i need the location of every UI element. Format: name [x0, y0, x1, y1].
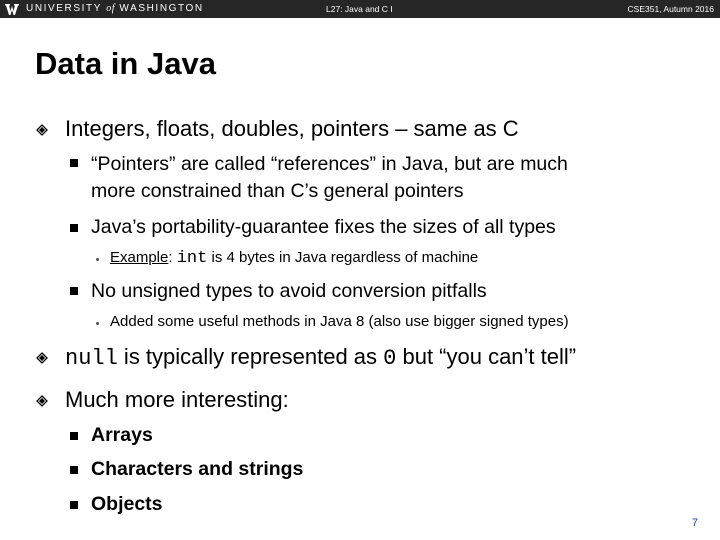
square-bullet-icon [70, 224, 78, 232]
page-number: 7 [691, 517, 698, 529]
square-bullet-icon [70, 287, 78, 295]
slide-title: Data in Java [35, 46, 216, 81]
course-label: CSE351, Autumn 2016 [627, 4, 714, 14]
bullet-no-unsigned-types: No unsigned types to avoid conversion pitfalls [91, 280, 487, 302]
dot-bullet-icon [96, 258, 99, 261]
bullet-portability-guarantee: Java’s portability-guarantee fixes the sizes of all types [91, 216, 556, 238]
square-bullet-icon [70, 159, 78, 167]
diamond-bullet-icon [36, 395, 48, 407]
bullet-null-representation: null is typically represented as 0 but “you can’t tell” [65, 344, 577, 371]
bullet-pointers-references: “Pointers” are called “references” in Java, but are much more constrained than C’s general pointers [91, 153, 568, 202]
bullet-java8-methods: Added some useful methods in Java 8 (also use bigger signed types) [110, 313, 569, 330]
bullet-integers-floats: Integers, floats, doubles, pointers – same as C [65, 116, 519, 141]
diamond-bullet-icon [36, 124, 48, 136]
uw-w-logo-icon [4, 1, 20, 17]
dot-bullet-icon [96, 322, 99, 325]
bullet-characters-strings: Characters and strings [91, 458, 304, 480]
header-bar [0, 0, 720, 18]
bullet-arrays: Arrays [91, 424, 153, 446]
diamond-bullet-icon [36, 352, 48, 364]
square-bullet-icon [70, 501, 78, 509]
lecture-title: L27: Java and C I [326, 4, 393, 14]
university-wordmark: UNIVERSITY of WASHINGTON [26, 3, 204, 14]
bullet-int-example: Example: int is 4 bytes in Java regardless of machine [110, 249, 479, 268]
square-bullet-icon [70, 432, 78, 440]
bullet-much-more-interesting: Much more interesting: [65, 387, 289, 412]
bullet-objects: Objects [91, 493, 163, 515]
square-bullet-icon [70, 466, 78, 474]
